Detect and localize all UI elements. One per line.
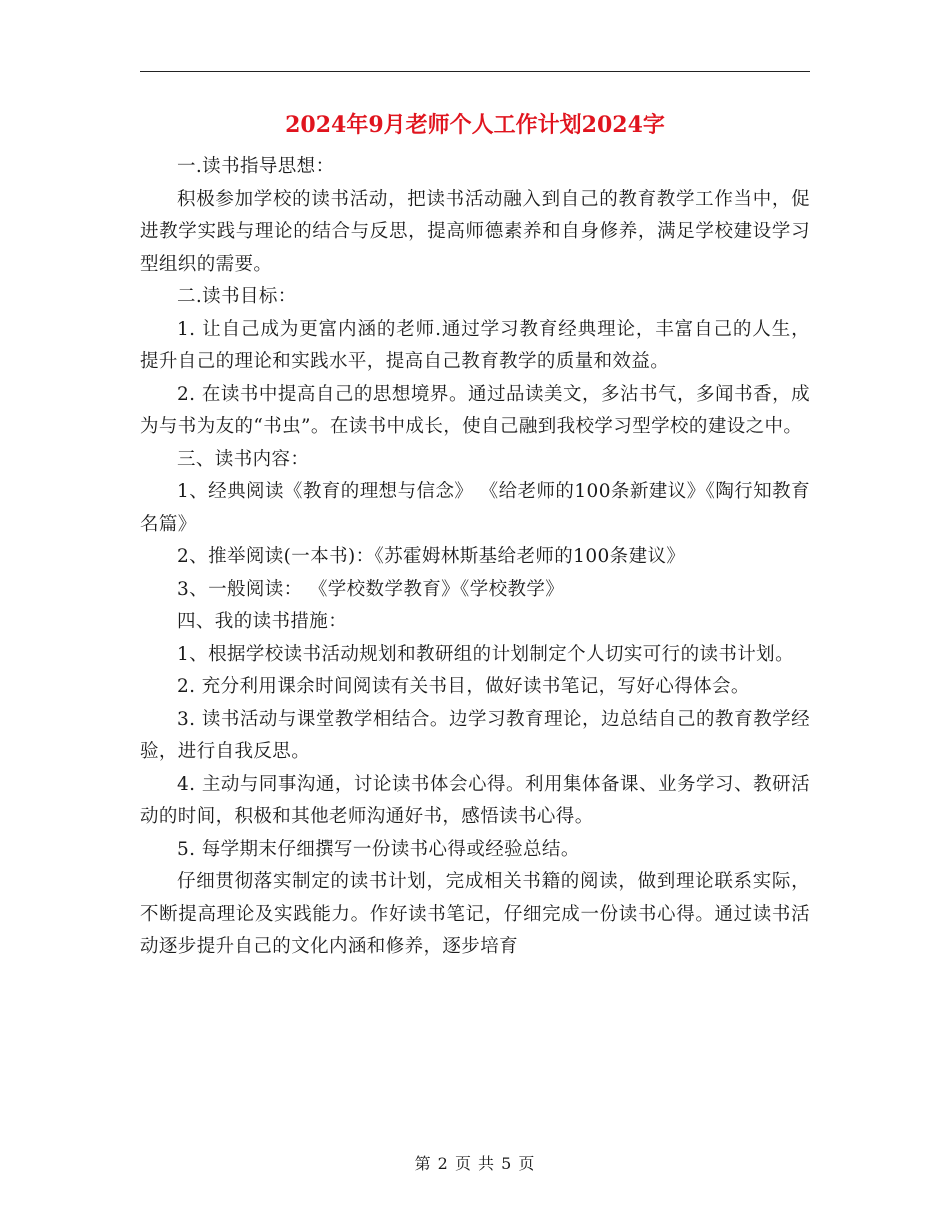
content-item-1: 1、经典阅读《教育的理想与信念》 《给老师的100条新建议》《陶行知教育名篇》 bbox=[140, 481, 810, 535]
document-body bbox=[140, 151, 810, 964]
page-footer: 第 2 页 共 5 页 bbox=[414, 1154, 536, 1173]
document-title: 2024年9月老师个人工作计划2024字 bbox=[285, 112, 665, 138]
goal-item-2: 2. 在读书中提高自己的思想境界。通过品读美文，多沾书气，多闻书香，成为与书为友的“书虫”。在读书中成长，使自己融到我校学习型学校的建设之中。 bbox=[140, 383, 810, 437]
goal-item-1: 1. 让自己成为更富内涵的老师.通过学习教育经典理论，丰富自己的人生，提升自己的理论和实践水平，提高自己教育教学的质量和效益。 bbox=[140, 318, 810, 372]
content-item-3: 3、一般阅读： 《学校数学教育》《学校教学》 bbox=[177, 578, 565, 600]
section-heading-guiding-idea: 一.读书指导思想： bbox=[177, 156, 335, 177]
section-heading-measures: 四、我的读书措施： bbox=[177, 611, 348, 632]
measure-item-1: 1、根据学校读书活动规划和教研组的计划制定个人切实可行的读书计划。 bbox=[177, 643, 794, 665]
section-heading-goals: 二.读书目标： bbox=[177, 286, 297, 307]
measure-item-4: 4. 主动与同事沟通，讨论读书体会心得。利用集体备课、业务学习、教研活动的时间，积极和其他老师沟通好书，感悟读书心得。 bbox=[140, 773, 810, 827]
measure-item-5: 5. 每学期末仔细撰写一份读书心得或经验总结。 bbox=[177, 838, 580, 860]
measure-item-3: 3. 读书活动与课堂教学相结合。边学习教育理论，边总结自己的教育教学经验，进行自我反思。 bbox=[140, 708, 810, 762]
paragraph-guiding-idea: 积极参加学校的读书活动，把读书活动融入到自己的教育教学工作当中，促进教学实践与理论的结合与反思，提高师德素养和自身修养，满足学校建设学习型组织的需要。 bbox=[140, 188, 810, 275]
paragraph-conclusion: 仔细贯彻落实制定的读书计划，完成相关书籍的阅读，做到理论联系实际，不断提高理论及实践能力。作好读书笔记，仔细完成一份读书心得。通过读书活动逐步提升自己的文化内涵和修养，逐步培育 bbox=[140, 871, 810, 957]
section-heading-content: 三、读书内容： bbox=[177, 448, 310, 470]
content-item-2: 2、推举阅读(一本书)：《苏霍姆林斯基给老师的100条建议》 bbox=[177, 546, 686, 567]
measure-item-2: 2. 充分利用课余时间阅读有关书目，做好读书笔记，写好心得体会。 bbox=[177, 676, 750, 697]
header-rule bbox=[140, 71, 810, 72]
